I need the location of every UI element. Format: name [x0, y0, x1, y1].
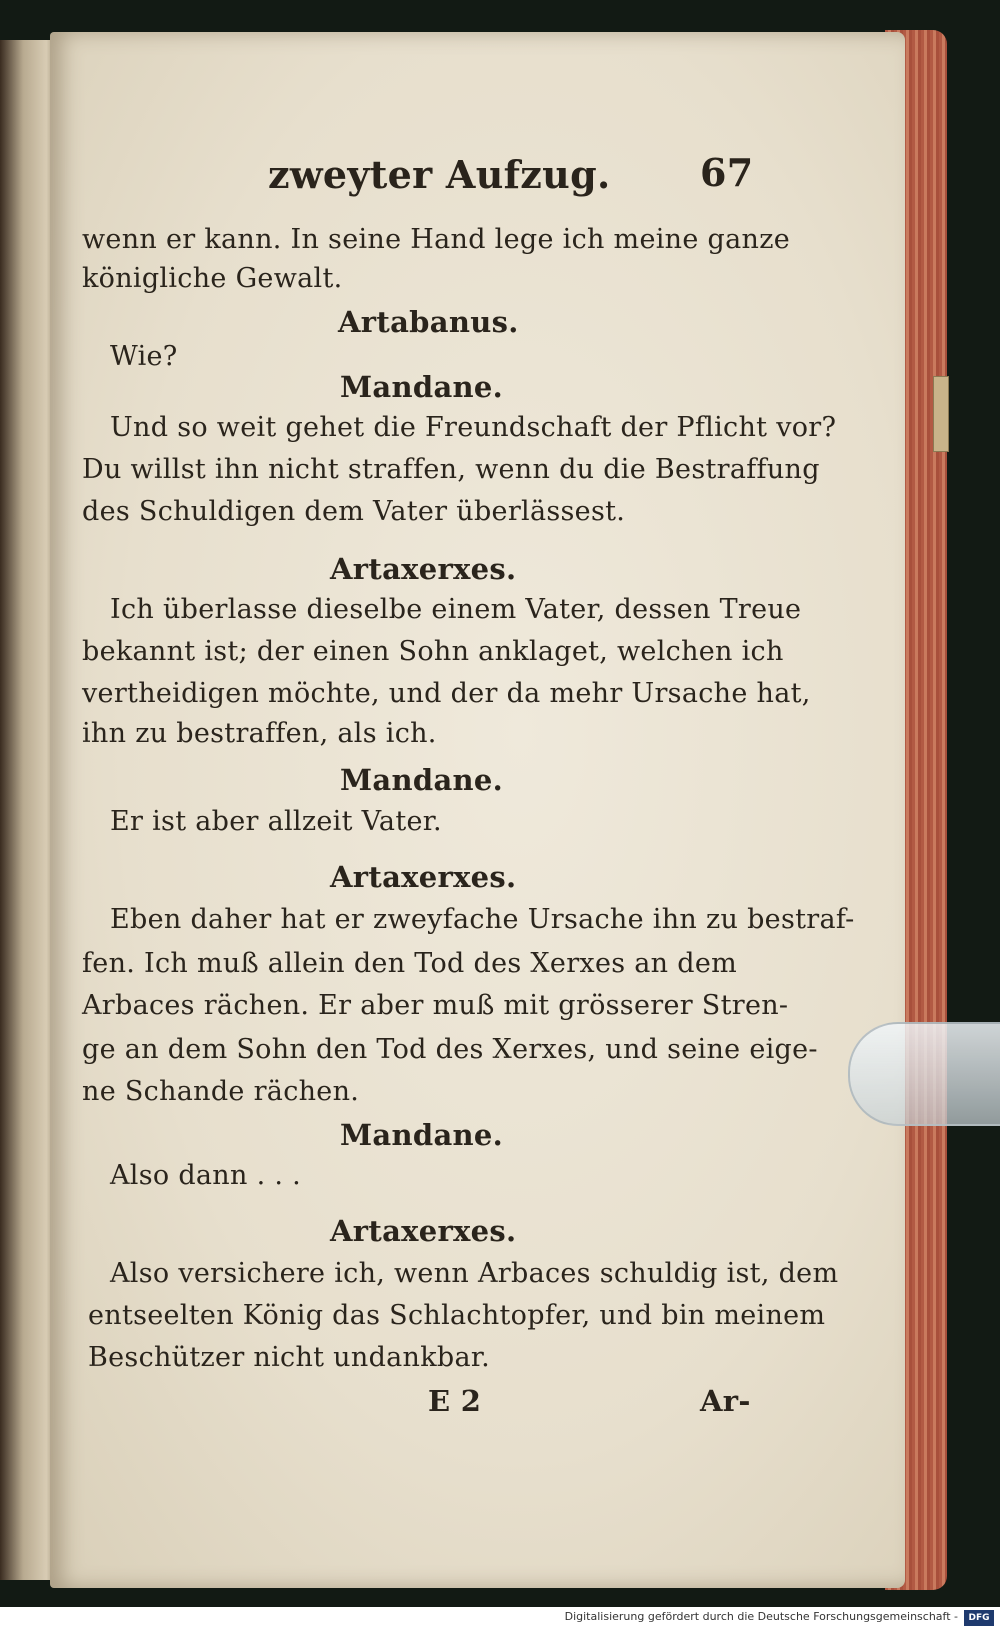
page-tab: [933, 376, 949, 452]
speaker-heading: Artaxerxes.: [330, 552, 517, 586]
text-line: Beschützer nicht undankbar.: [88, 1342, 490, 1373]
credit-bar: [0, 1607, 1000, 1631]
text-line: Er ist aber allzeit Vater.: [110, 806, 442, 837]
text-line: fen. Ich muß allein den Tod des Xerxes an dem: [82, 948, 737, 979]
speaker-heading: Artaxerxes.: [330, 860, 517, 894]
text-line: bekannt ist; der einen Sohn anklaget, welchen ich: [82, 636, 784, 667]
text-line: wenn er kann. In seine Hand lege ich meine ganze: [82, 224, 791, 255]
text-line: des Schuldigen dem Vater überlässest.: [82, 496, 626, 527]
text-line: königliche Gewalt.: [82, 263, 343, 294]
text-line: Eben daher hat er zweyfache Ursache ihn zu bestraf-: [110, 904, 855, 935]
text-line: ne Schande rächen.: [82, 1076, 360, 1107]
speaker-heading: Mandane.: [340, 763, 504, 797]
text-line: entseelten König das Schlachtopfer, und bin meinem: [88, 1300, 826, 1331]
text-line: Also versichere ich, wenn Arbaces schuldig ist, dem: [110, 1258, 839, 1289]
credit-text: Digitalisierung gefördert durch die Deutsche Forschungsgemeinschaft -: [564, 1610, 958, 1623]
catchword: Ar-: [700, 1384, 751, 1418]
bookmark-clip: [848, 1022, 1000, 1126]
speaker-heading: Mandane.: [340, 1118, 504, 1152]
speaker-heading: Artaxerxes.: [330, 1214, 517, 1248]
speaker-heading: Artabanus.: [338, 305, 519, 339]
text-line: Also dann . . .: [110, 1160, 301, 1191]
text-line: Du willst ihn nicht straffen, wenn du die Bestraffung: [82, 454, 820, 485]
text-line: ge an dem Sohn den Tod des Xerxes, und seine eige-: [82, 1034, 818, 1065]
speaker-heading: Mandane.: [340, 370, 504, 404]
text-line: ihn zu bestraffen, als ich.: [82, 718, 437, 749]
text-line: vertheidigen möchte, und der da mehr Ursache hat,: [82, 678, 811, 709]
text-line: Ich überlasse dieselbe einem Vater, dessen Treue: [110, 594, 802, 625]
running-title: zweyter Aufzug.: [268, 152, 611, 197]
page-number: 67: [700, 150, 754, 195]
dfg-logo: DFG: [964, 1610, 994, 1626]
text-line: Arbaces rächen. Er aber muß mit grösserer Stren-: [82, 990, 789, 1021]
text-line: Wie?: [110, 341, 178, 372]
text-line: Und so weit gehet die Freundschaft der Pflicht vor?: [110, 412, 837, 443]
signature-mark: E 2: [428, 1384, 482, 1418]
